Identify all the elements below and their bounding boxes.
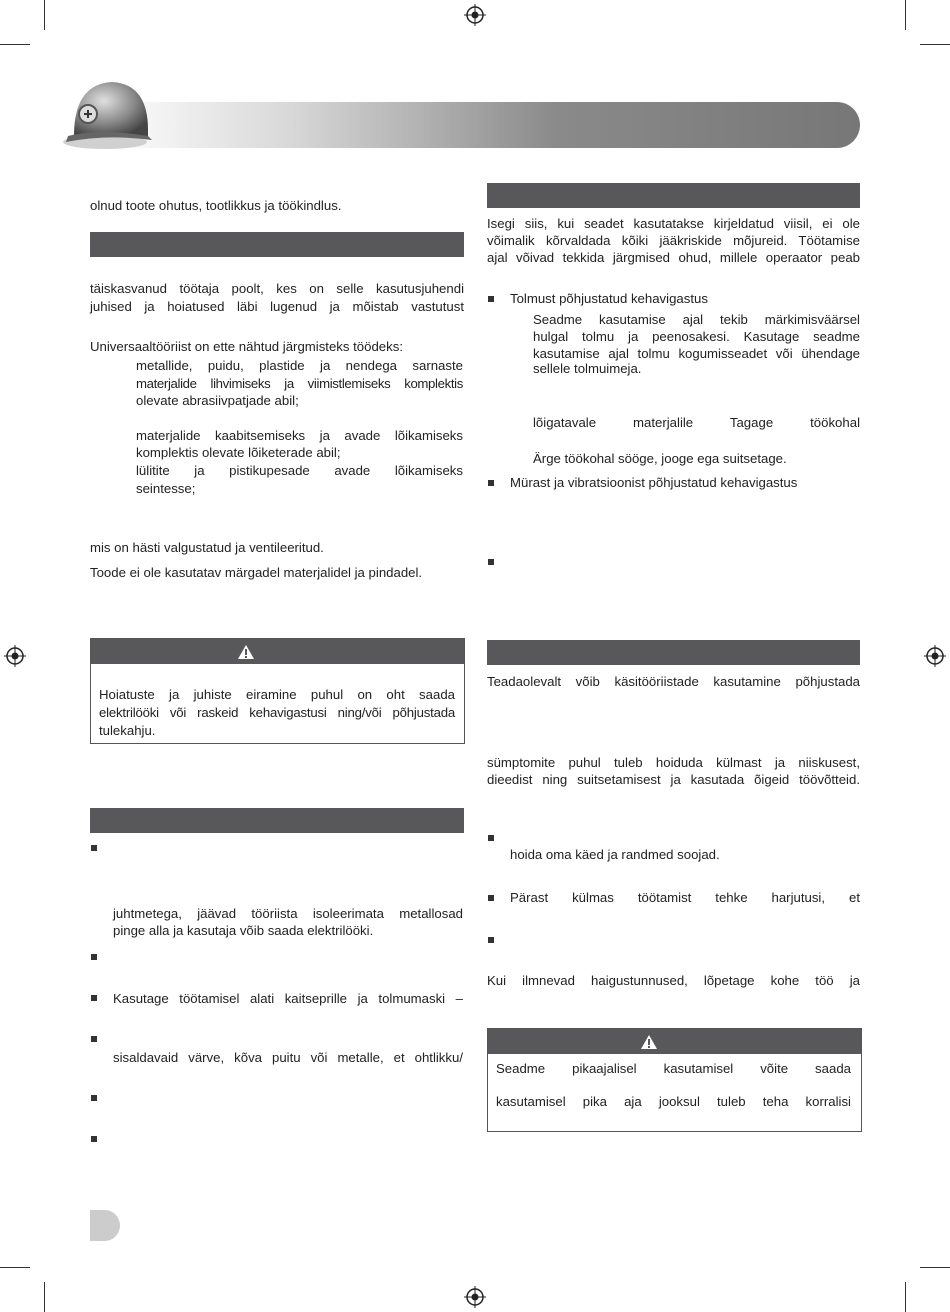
bullet-square-icon bbox=[488, 296, 494, 302]
list-item-line: materjalide kaabitsemiseks ja avade lõikamiseks bbox=[136, 428, 463, 443]
left-paragraph: mis on hästi valgustatud ja ventileeritud. bbox=[90, 540, 324, 555]
crop-mark bbox=[920, 1267, 950, 1268]
right-paragraph-line: ajal võivad tekkida järgmised ohud, millele operaator peab bbox=[487, 250, 860, 265]
right-paragraph-line: Pärast külmas töötamist tehke harjutusi, et bbox=[510, 890, 860, 905]
warning-box bbox=[90, 638, 465, 744]
bullet-square-icon bbox=[488, 480, 494, 486]
left-paragraph-line: pinge alla ja kasutaja võib saada elektrilööki. bbox=[113, 923, 374, 938]
warning-box-header bbox=[488, 1029, 861, 1054]
left-paragraph: Universaaltööriist on ette nähtud järgmisteks töödeks: bbox=[90, 339, 403, 354]
list-item-line: materjalide lihvimiseks ja viimistlemiseks komplektis bbox=[136, 376, 463, 391]
bullet-title: Mürast ja vibratsioonist põhjustatud kehavigastus bbox=[510, 475, 798, 490]
warning-triangle-icon bbox=[237, 644, 255, 660]
section-heading-bar bbox=[487, 640, 860, 665]
right-paragraph-line: Teadaolevalt võib käsitööriistade kasutamine põhjustada bbox=[487, 674, 860, 689]
crop-mark bbox=[44, 1282, 45, 1312]
section-heading-bar bbox=[90, 232, 464, 257]
warning-triangle-icon bbox=[640, 1034, 658, 1050]
right-paragraph-line: hulgal tolmu ja peenosakesi. Kasutage seadme bbox=[533, 329, 860, 344]
crop-mark bbox=[905, 1282, 906, 1312]
warning-box bbox=[487, 1028, 862, 1132]
left-paragraph-line: Kasutage töötamisel alati kaitseprille ja tolmumaski – bbox=[113, 991, 463, 1006]
right-paragraph-line: kasutamise ajal tolmu kogumisseadet või ühendage bbox=[533, 346, 860, 361]
right-paragraph-line: võimalik kõrvaldada kõiki jääkriskide mõjureid. Töötamise bbox=[487, 233, 860, 248]
list-item-line: komplektis olevate lõiketerade abil; bbox=[136, 445, 341, 460]
crop-mark bbox=[0, 44, 30, 45]
helmet-icon bbox=[60, 74, 160, 154]
header-banner bbox=[100, 102, 860, 148]
crop-mark bbox=[0, 1267, 30, 1268]
right-paragraph-line: Seadme kasutamise ajal tekib märkimisväärsel bbox=[533, 312, 860, 327]
list-item-line: metallide, puidu, plastide ja nendega sarnaste bbox=[136, 358, 463, 373]
left-paragraph-line: juhtmetega, jäävad tööriista isoleerimata metallosad bbox=[113, 906, 463, 921]
right-paragraph-line: dieedist ning suitsetamisest ja kasutada õigeid töövõtteid. bbox=[487, 772, 860, 787]
warning-text-line: tulekahju. bbox=[99, 723, 156, 738]
list-item-line: olevate abrasiivpatjade abil; bbox=[136, 393, 299, 408]
left-paragraph-line: sisaldavaid värve, kõva puitu või metalle, et ohtlikku/ bbox=[113, 1050, 463, 1065]
left-paragraph: Toode ei ole kasutatav märgadel materjalidel ja pindadel. bbox=[90, 565, 423, 580]
left-paragraph-line: juhised ja hoiatused läbi lugenud ja mõistab vastutust bbox=[90, 299, 464, 314]
bullet-square-icon bbox=[91, 1095, 97, 1101]
right-paragraph-line: hoida oma käed ja randmed soojad. bbox=[510, 847, 720, 862]
crop-mark bbox=[44, 0, 45, 30]
left-intro-text: olnud toote ohutus, tootlikkus ja töökindlus. bbox=[90, 198, 342, 213]
bullet-square-icon bbox=[91, 1136, 97, 1142]
registration-mark-icon bbox=[924, 645, 946, 667]
warning-text-line: elektrilööki või raskeid kehavigastusi ning/või põhjustada bbox=[99, 705, 455, 720]
left-paragraph-line: täiskasvanud töötaja poolt, kes on selle kasutusjuhendi bbox=[90, 281, 464, 296]
bullet-square-icon bbox=[488, 937, 494, 943]
warning-box-header bbox=[91, 639, 464, 664]
bullet-square-icon bbox=[488, 835, 494, 841]
section-heading-bar bbox=[90, 808, 464, 833]
warning-text-line: Seadme pikaajalisel kasutamisel võite saada bbox=[496, 1061, 851, 1076]
warning-text-line: kasutamisel pika aja jooksul tuleb teha korralisi bbox=[496, 1094, 851, 1109]
registration-mark-icon bbox=[464, 4, 486, 26]
bullet-square-icon bbox=[91, 954, 97, 960]
right-paragraph-line: sellele tolmuimeja. bbox=[533, 361, 642, 376]
bullet-square-icon bbox=[488, 895, 494, 901]
crop-mark bbox=[905, 0, 906, 30]
bullet-square-icon bbox=[488, 559, 494, 565]
warning-text-line: Hoiatuste ja juhiste eiramine puhul on oht saada bbox=[99, 687, 455, 702]
registration-mark-icon bbox=[4, 645, 26, 667]
list-item-line: lülitite ja pistikupesade avade lõikamiseks bbox=[136, 463, 463, 478]
right-paragraph-line: sümptomite puhul tuleb hoiduda külmast ja niiskusest, bbox=[487, 755, 860, 770]
bullet-square-icon bbox=[91, 845, 97, 851]
crop-mark bbox=[920, 44, 950, 45]
bullet-square-icon bbox=[91, 1036, 97, 1042]
right-paragraph-line: lõigatavale materjalile Tagage töökohal bbox=[533, 415, 860, 430]
page-number-tab bbox=[90, 1210, 120, 1241]
bullet-title: Tolmust põhjustatud kehavigastus bbox=[510, 291, 708, 306]
registration-mark-icon bbox=[464, 1286, 486, 1308]
section-heading-bar bbox=[487, 183, 860, 208]
right-paragraph-line: Kui ilmnevad haigustunnused, lõpetage kohe töö ja bbox=[487, 973, 860, 988]
right-paragraph-line: Ärge töökohal sööge, jooge ega suitsetage. bbox=[533, 451, 787, 466]
list-item-line: seintesse; bbox=[136, 481, 196, 496]
bullet-square-icon bbox=[91, 995, 97, 1001]
right-paragraph-line: Isegi siis, kui seadet kasutatakse kirjeldatud viisil, ei ole bbox=[487, 216, 860, 231]
